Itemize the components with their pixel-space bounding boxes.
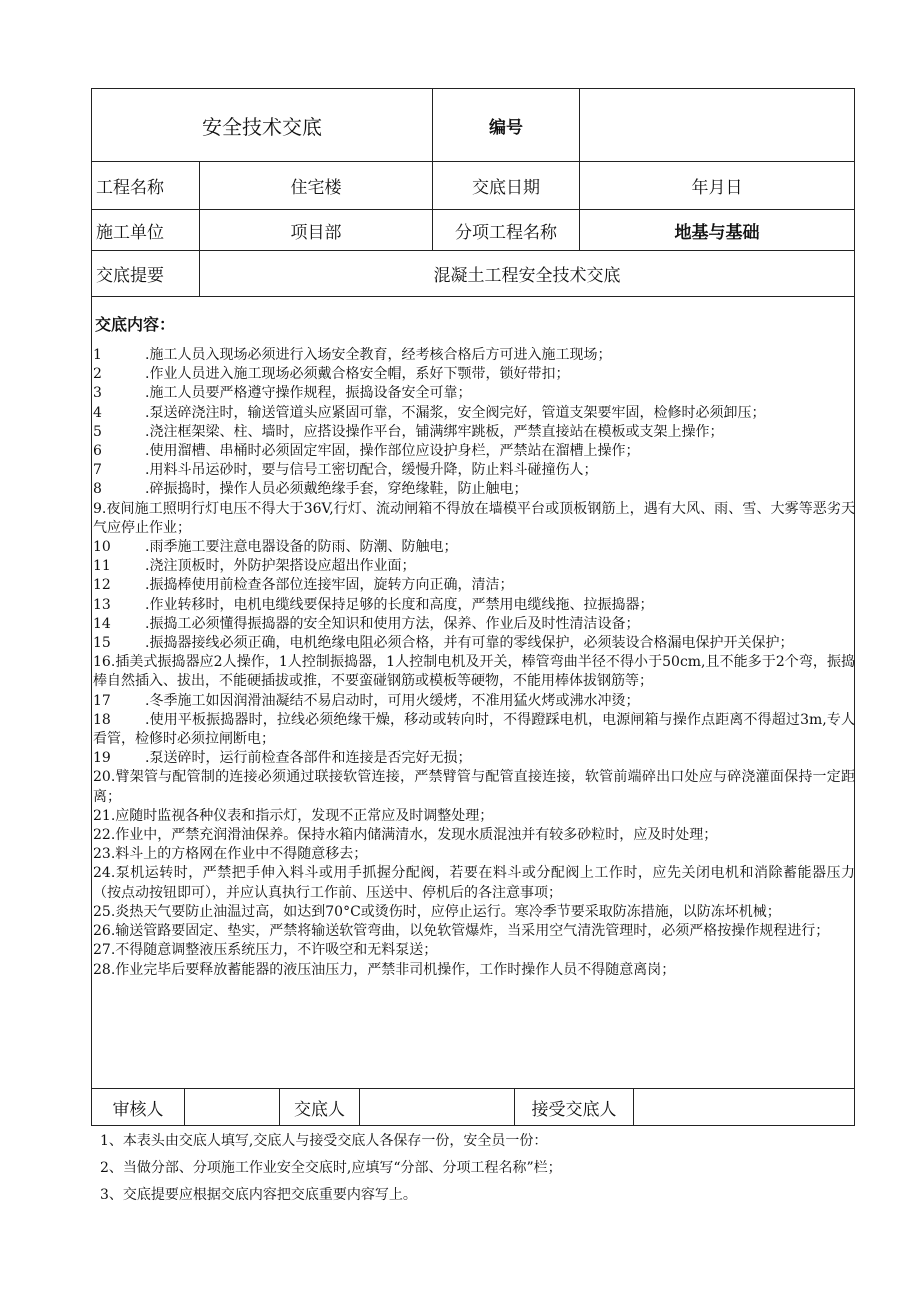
content-item-number: 13	[93, 596, 111, 613]
content-item-number: 18	[93, 711, 111, 728]
content-item	[93, 500, 855, 538]
content-item	[93, 903, 855, 922]
content-item	[93, 365, 855, 384]
footnote: 2、当做分部、分项施工作业安全交底时,应填写“分部、分项工程名称”栏；	[100, 1160, 562, 1176]
content-item-text: .作业转移时，电机电缆线要保持足够的长度和高度，严禁用电缆线拖、拉振捣器；	[145, 596, 654, 613]
footnote: 1、本表头由交底人填写,交底人与接受交底人各保存一份，安全员一份：	[100, 1133, 548, 1149]
content-item	[93, 826, 855, 845]
content-item-text: .泵送碎浇注时，输送管道头应紧固可靠，不漏浆，安全阀完好，管道支架要牢固，检修时必须卸压；	[145, 404, 766, 421]
content-item-text: .雨季施工要注意电器设备的防雨、防潮、防触电；	[145, 539, 458, 556]
content-item-number: 7	[93, 462, 102, 479]
content-item-text: .振捣棒使用前检查各部位连接牢固，旋转方向正确，清洁；	[145, 577, 514, 594]
project-name-value[interactable]: 住宅楼	[290, 178, 342, 198]
content-item	[93, 423, 855, 442]
content-item-number: 14	[93, 615, 111, 632]
content-items	[93, 346, 855, 980]
content-item-text: 21.应随时监视各种仪表和指示灯，发现不正常应及时调整处理；	[93, 807, 494, 824]
content-item-text: .碎振捣时，操作人员必须戴绝缘手套，穿绝缘鞋，防止触电；	[145, 481, 528, 498]
content-item	[93, 615, 855, 634]
unit-label: 施工单位	[96, 222, 164, 243]
receiver-field[interactable]	[634, 1089, 854, 1125]
content-item	[93, 692, 855, 711]
content-item	[93, 442, 855, 461]
content-item	[93, 961, 855, 980]
content-item-number: 19	[93, 750, 111, 767]
date-label: 交底日期	[472, 178, 540, 198]
row-divider	[91, 296, 855, 297]
footnotes	[100, 1128, 562, 1209]
discloser-field[interactable]	[360, 1089, 514, 1125]
content-item-text: 24.泵机运转时，严禁把手伸入料斗或用手抓握分配阀，若要在料斗或分配阀上工作时，应先关闭电机和消除蓄能器压力（按点动按钮即可），并应认真执行工作前、压送中、停机后的各注意事项；	[93, 865, 855, 901]
code-value[interactable]	[580, 89, 854, 161]
footnote: 3、交底提要应根据交底内容把交底重要内容写上。	[100, 1187, 417, 1203]
content-item-text: .浇注框架梁、柱、墙时，应搭设操作平台，铺满绑牢跳板，严禁直接站在模板或支架上操作；	[145, 423, 724, 440]
content-item-text: .振捣器接线必须正确，电机绝缘电阻必须合格，并有可靠的零线保护，必须装设合格漏电保护开关保护；	[145, 635, 794, 652]
content-item-number: 12	[93, 577, 111, 594]
content-item-number: 8	[93, 481, 102, 498]
content-item-text: .浇注顶板时，外防护架搭设应超出作业面；	[145, 558, 416, 575]
content-item-text: .施工人员入现场必须进行入场安全教育，经考核合格后方可进入施工现场；	[145, 347, 612, 363]
content-item-text: .使用平板振捣器时，拉线必须绝缘干燥，移动或转向时，不得蹬踩电机，电源闸箱与操作点距离不得超过3m,专人看管，检修时必须拉闸断电；	[93, 711, 855, 748]
content-item-number: 2	[93, 366, 102, 383]
content-item-number: 4	[93, 404, 102, 421]
content-item-text: 16.插美式振捣器应2人操作，1人控制振捣器，1人控制电机及开关，棒管弯曲半径不得小于50cm,且不能多于2个弯，振捣棒自然插入、拔出，不能硬插拔或推，不要蛮碰钢筋或模板等硬物，不能用棒体拔钢筋等；	[93, 654, 855, 690]
content-item	[93, 768, 855, 806]
content-item	[93, 576, 855, 595]
content-item-number: 10	[93, 539, 111, 556]
content-item-text: 25.炎热天气要防止油温过高，如达到70°C或烫伤时，应停止运行。寒冷季节要采取防冻措施，以防冻坏机械；	[93, 903, 781, 920]
content-item-number: 11	[93, 558, 111, 575]
content-item-text: 9.夜间施工照明行灯电压不得大于36V,行灯、流动闸箱不得放在墙模平台或顶板钢筋上，遇有大风、雨、雪、大雾等恶劣天气应停止作业；	[93, 500, 855, 536]
content-item	[93, 557, 855, 576]
content-title: 交底内容：	[95, 315, 176, 334]
border-bottom	[91, 1125, 855, 1126]
content-item-text: 28.作业完毕后要释放蓄能器的液压油压力，严禁非司机操作，工作时操作人员不得随意离岗；	[93, 961, 676, 978]
subproject-label: 分项工程名称	[455, 222, 557, 243]
content-item-text: .使用溜槽、串桶时必须固定牢固，操作部位应设护身栏，严禁站在溜槽上操作；	[145, 443, 640, 460]
content-item-text: 22.作业中，严禁充润滑油保养。保持水箱内储满清水，发现水质混浊并有较多砂粒时，应及时处理；	[93, 827, 718, 844]
content-item-text: 20.臂架管与配管制的连接必须通过联接软管连接，严禁臂管与配管直接连接，软管前端碎出口处应与碎浇灌面保持一定距离；	[93, 769, 855, 805]
date-value[interactable]: 年月日	[691, 178, 743, 198]
content-item	[93, 480, 855, 499]
project-name-label: 工程名称	[96, 178, 164, 198]
summary-value[interactable]: 混凝土工程安全技术交底	[433, 266, 621, 286]
content-item-text: 27.不得随意调整液压系统压力，不许吸空和无料泵送；	[93, 942, 438, 959]
reviewer-field[interactable]	[185, 1089, 279, 1125]
receiver-label: 接受交底人	[531, 1099, 617, 1120]
content-item	[93, 384, 855, 403]
content-item	[93, 404, 855, 423]
content-item-number: 17	[93, 692, 111, 709]
content-item-text: 23.料斗上的方格网在作业中不得随意移去；	[93, 846, 368, 863]
content-item	[93, 461, 855, 480]
content-item	[93, 346, 855, 365]
content-item-number: 3	[93, 385, 102, 402]
content-item-text: .振捣工必须懂得振捣器的安全知识和使用方法，保养、作业后及时性清洁设备；	[145, 615, 640, 632]
reviewer-label: 审核人	[112, 1099, 164, 1120]
content-item-text: .作业人员进入施工现场必须戴合格安全帽，系好下颚带，锁好带扣；	[145, 366, 570, 383]
content-item	[93, 864, 855, 902]
content-item-text: .泵送碎时，运行前检查各部件和连接是否完好无损；	[145, 750, 472, 767]
code-label: 编号	[489, 117, 523, 138]
content-item	[93, 634, 855, 653]
content-item-text: 26.输送管路要固定、垫实，严禁将输送软管弯曲，以免软管爆炸，当采用空气清洗管理时，必须严格按操作规程进行；	[93, 923, 830, 940]
content-item	[93, 711, 855, 749]
content-item-text: .用料斗吊运砂时，要与信号工密切配合，缓慢升降，防止料斗碰撞伤人；	[145, 462, 598, 479]
form-title: 安全技术交底	[202, 114, 322, 139]
discloser-label: 交底人	[294, 1099, 345, 1120]
unit-value[interactable]: 项目部	[290, 222, 342, 243]
content-item	[93, 922, 855, 941]
content-item-number: 15	[93, 635, 111, 652]
subproject-value[interactable]: 地基与基础	[674, 222, 760, 243]
content-item-number: 5	[93, 423, 102, 440]
content-item	[93, 538, 855, 557]
content-item	[93, 749, 855, 768]
content-item-text: .冬季施工如因润滑油凝结不易启动时，可用火缓烤，不准用猛火烤或沸水冲烫；	[145, 692, 640, 709]
summary-label: 交底提要	[96, 266, 164, 286]
content-item-number: 6	[93, 443, 102, 460]
content-item	[93, 807, 855, 826]
content-item-text: .施工人员要严格遵守操作规程，振捣设备安全可靠；	[145, 385, 472, 402]
content-item	[93, 596, 855, 615]
content-item	[93, 845, 855, 864]
content-item	[93, 941, 855, 960]
content-item-number: 1	[93, 347, 102, 363]
content-item	[93, 653, 855, 691]
